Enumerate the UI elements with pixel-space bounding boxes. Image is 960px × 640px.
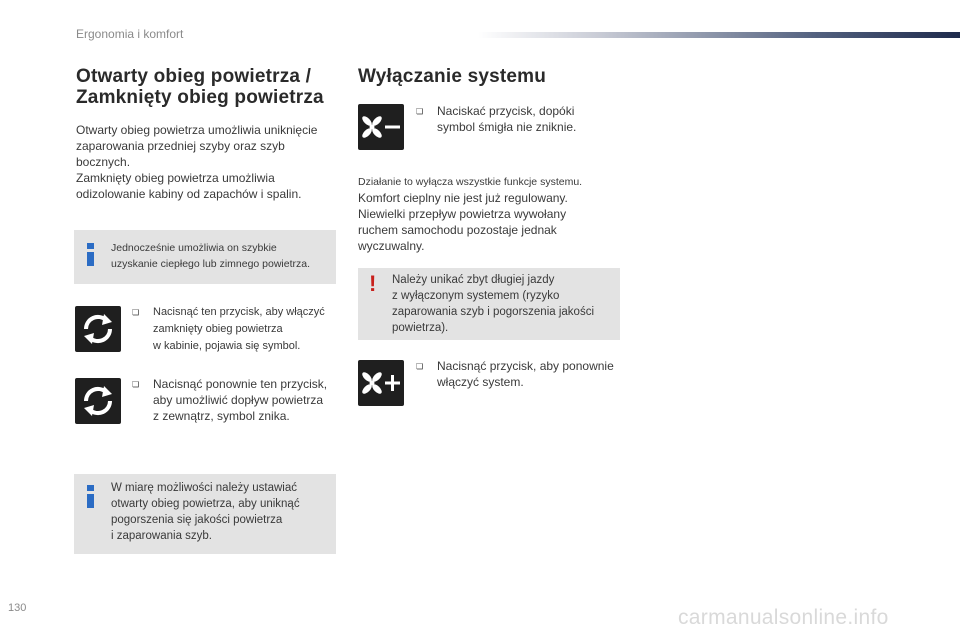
recirculation-title [76, 66, 356, 108]
fan-minus-icon [360, 114, 402, 140]
body-line: Niewielki przepływ powietrza wywołany [358, 207, 567, 221]
info-box-quick-air [74, 230, 336, 284]
info-line: pogorszenia się jakości powietrza [111, 514, 283, 526]
section-header: Ergonomia i komfort [76, 27, 184, 41]
recirculation-button-off [75, 378, 121, 424]
title-line-2: Zamknięty obieg powietrza [76, 87, 324, 108]
step-line: Nacisnąć ten przycisk, aby włączyć [153, 306, 325, 318]
info-line: i zaparowania szyb. [111, 530, 212, 542]
page-number: 130 [8, 602, 27, 614]
recirculation-icon [80, 383, 116, 419]
info-box-open-air [74, 474, 336, 554]
bullet-icon: ❏ [416, 107, 424, 116]
step-line: w kabinie, pojawia się symbol. [153, 340, 301, 352]
body-line: Działanie to wyłącza wszystkie funkcje systemu. [358, 176, 583, 188]
info-line: otwarty obieg powietrza, aby uniknąć [111, 498, 300, 510]
system-off-title: Wyłączanie systemu [358, 66, 547, 87]
step-line: symbol śmigła nie zniknie. [437, 120, 577, 134]
step-line: z zewnątrz, symbol znika. [153, 409, 290, 423]
fan-minus-button [358, 104, 404, 150]
step-line: Naciskać przycisk, dopóki [437, 104, 575, 118]
intro-line: zaparowania przedniej szyby oraz szyb [76, 139, 285, 153]
step-line: zamknięty obieg powietrza [153, 323, 283, 335]
title-line-1: Otwarty obieg powietrza / [76, 66, 312, 87]
header-rule [478, 32, 960, 38]
info-text [111, 480, 300, 544]
fan-plus-button [358, 360, 404, 406]
step-line: Nacisnąć ponownie ten przycisk, [153, 377, 328, 391]
intro-paragraph [76, 122, 338, 202]
intro-line: bocznych. [76, 155, 131, 169]
warning-line: powietrza). [392, 322, 449, 334]
info-text [111, 240, 310, 272]
info-icon [87, 485, 95, 509]
recirculation-button-on [75, 306, 121, 352]
warning-line: Należy unikać zbyt długiej jazdy [392, 274, 555, 286]
warning-icon: ! [369, 271, 377, 296]
bullet-icon: ❏ [416, 362, 424, 371]
fan-plus-icon [360, 370, 402, 396]
info-line: uzyskanie ciepłego lub zimnego powietrza. [111, 258, 311, 270]
step-line: Nacisnąć przycisk, aby ponownie [437, 359, 614, 373]
intro-line: Zamknięty obieg powietrza umożliwia [76, 171, 275, 185]
system-off-paragraph [358, 174, 622, 254]
warning-box [358, 268, 620, 340]
step-line: włączyć system. [437, 375, 524, 389]
intro-line: odizolowanie kabiny od zapachów i spalin. [76, 187, 302, 201]
warning-line: z wyłączonym systemem (ryzyko [392, 290, 560, 302]
intro-line: Otwarty obieg powietrza umożliwia uniknięcie [76, 123, 318, 137]
bullet-icon: ❏ [132, 380, 140, 389]
info-line: Jednocześnie umożliwia on szybkie [111, 242, 277, 254]
body-line: Komfort cieplny nie jest już regulowany. [358, 191, 568, 205]
info-line: W miarę możliwości należy ustawiać [111, 482, 297, 494]
bullet-icon: ❏ [132, 308, 140, 317]
warning-text [392, 272, 594, 336]
watermark: carmanualsonline.info [678, 606, 889, 629]
body-line: ruchem samochodu pozostaje jednak [358, 223, 557, 237]
info-icon [87, 243, 95, 267]
step-line: aby umożliwić dopływ powietrza [153, 393, 324, 407]
body-line: wyczuwalny. [358, 239, 425, 253]
recirculation-icon [80, 311, 116, 347]
warning-line: zaparowania szyb i pogorszenia jakości [392, 306, 594, 318]
